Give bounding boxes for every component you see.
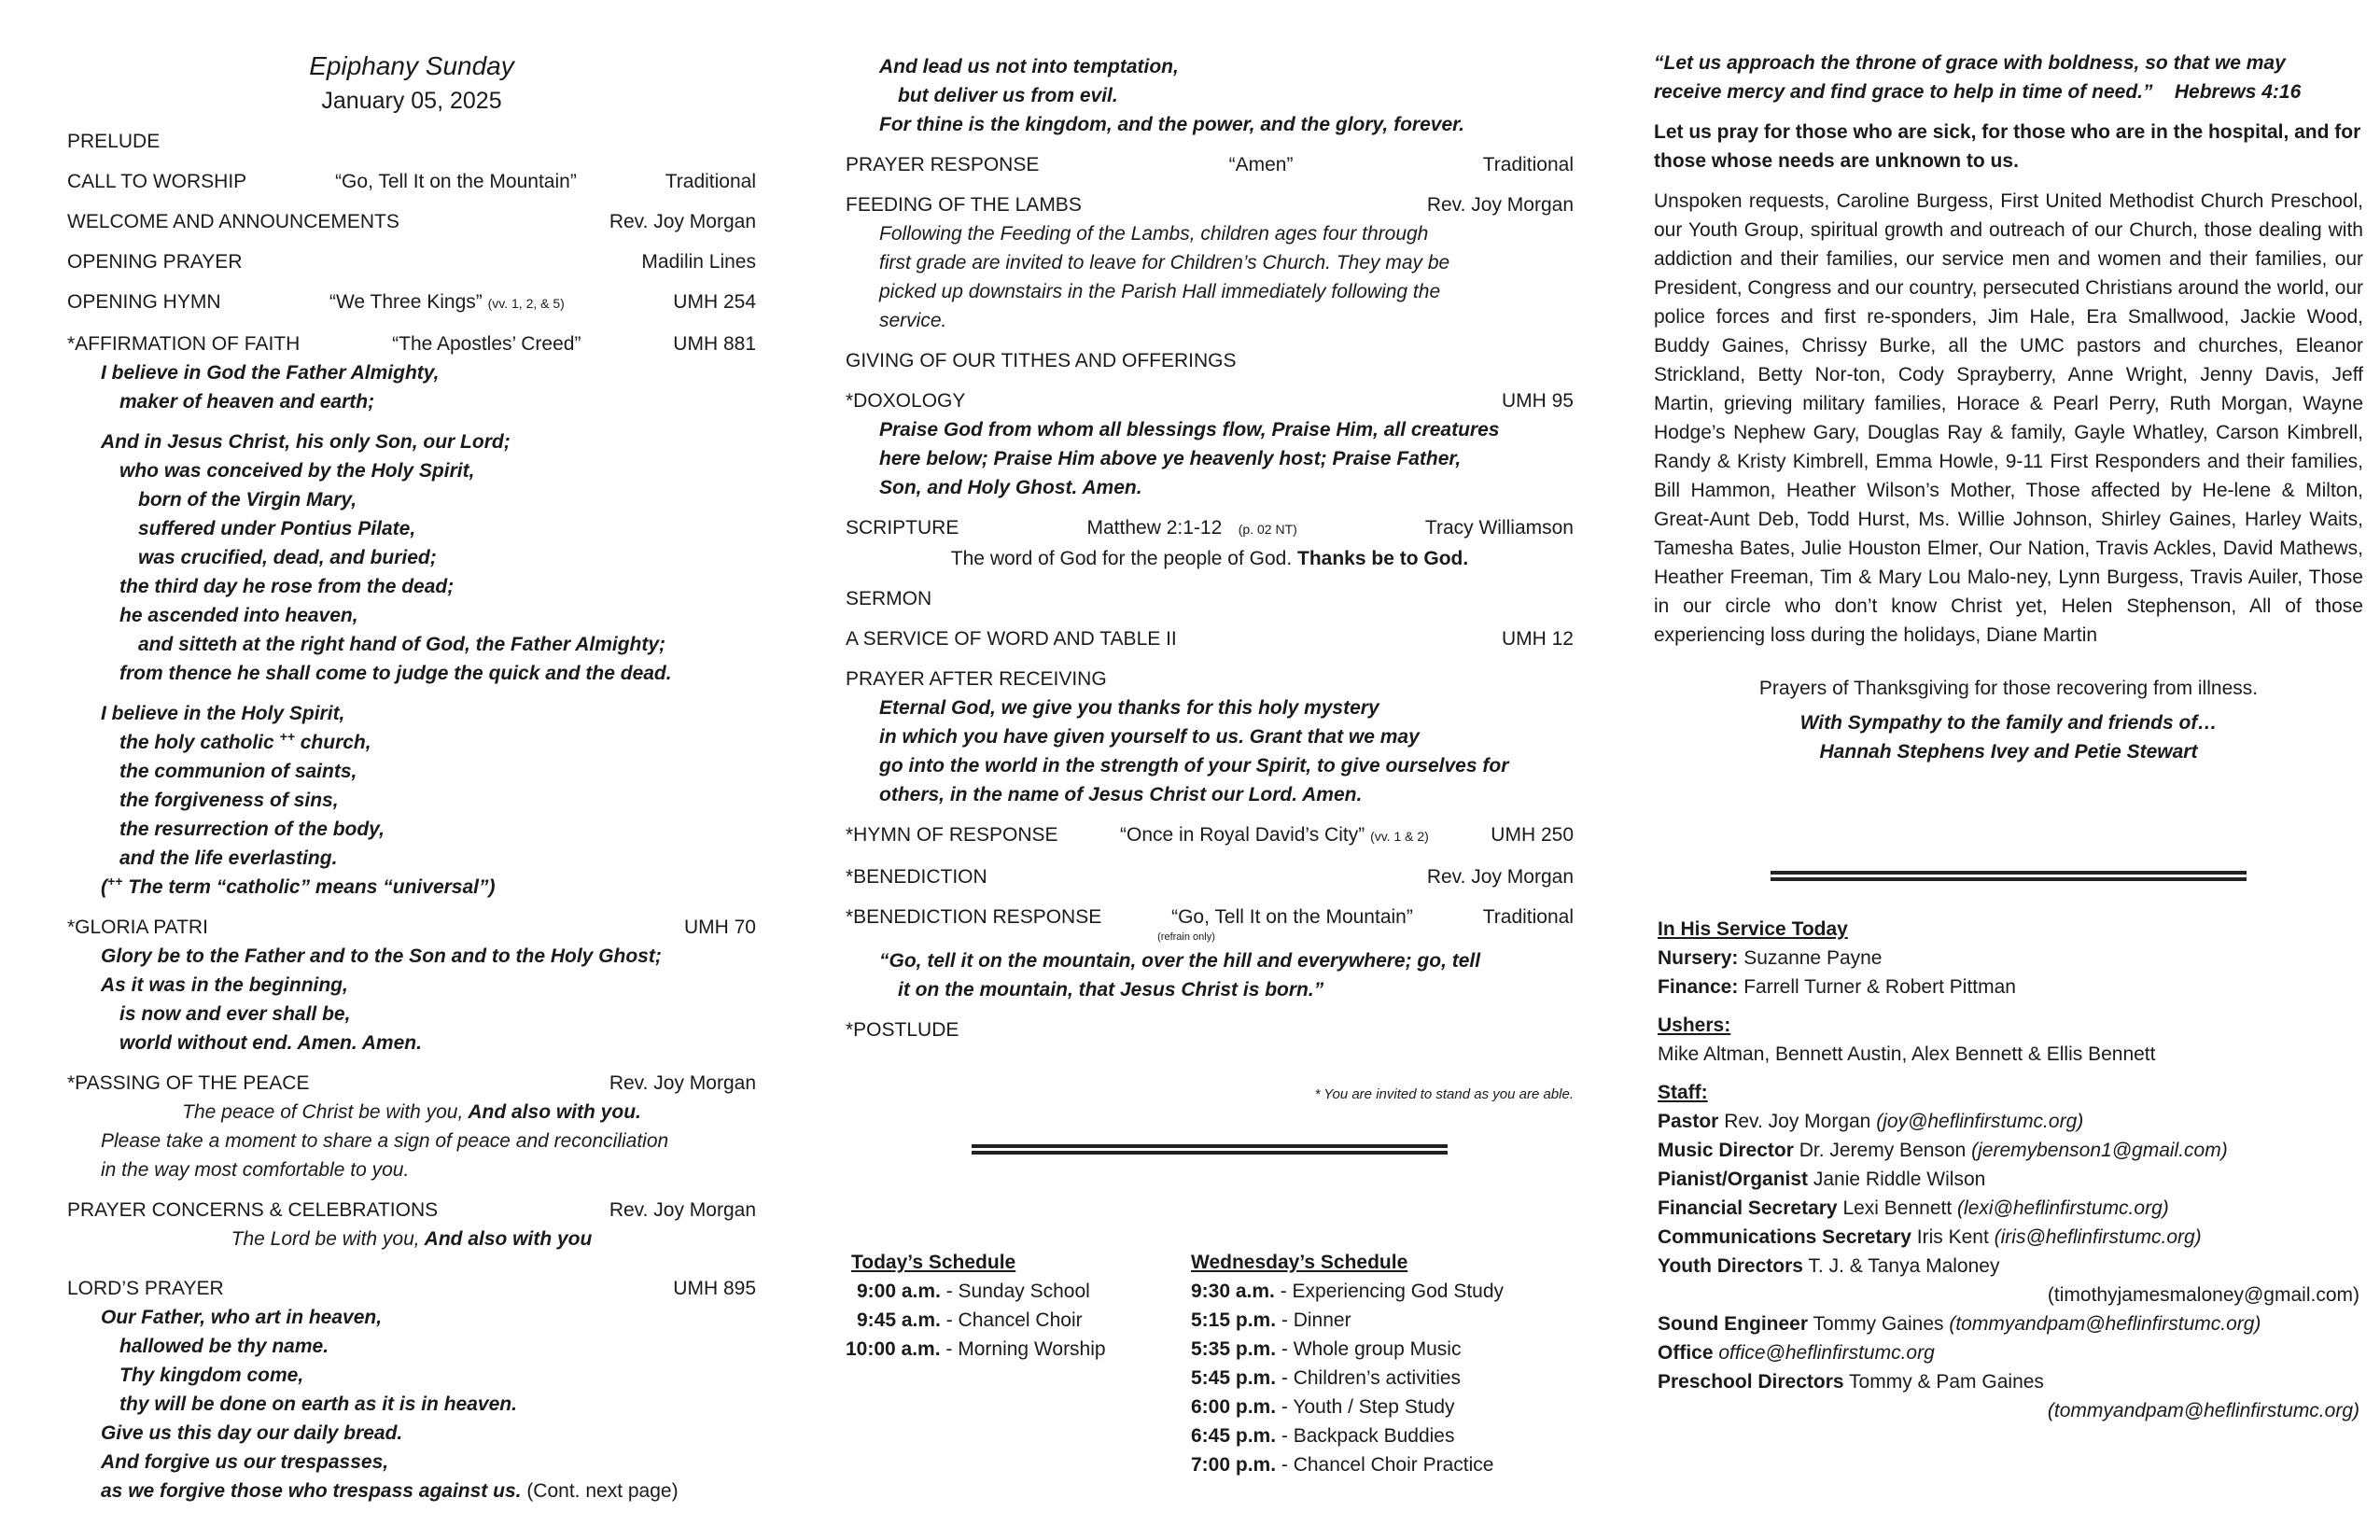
doxology-text: Praise God from whom all blessings flow, Praise Him, all creatures here below; Praise Him above ye heavenly host; Praise Father, Son, and Holy Ghost. Amen.	[879, 419, 1500, 498]
scripture-row: SCRIPTURE Matthew 2:1-12 (p. 02 NT) Tracy Williamson	[846, 517, 1574, 539]
service-title: Epiphany Sunday	[309, 51, 514, 80]
prayer-after-row: PRAYER AFTER RECEIVING	[846, 668, 1107, 690]
welcome-row: WELCOME AND ANNOUNCEMENTS Rev. Joy Morgan	[67, 211, 756, 232]
gloria-patri-text: Glory be to the Father and to the Son and to the Holy Ghost; As it was in the beginning, is now and ever shall be, world without end. Amen. Amen.	[101, 945, 662, 1054]
hymn-response-row: *HYMN OF RESPONSE “Once in Royal David’s City” (vv. 1 & 2) UMH 250	[846, 824, 1574, 846]
postlude-row: *POSTLUDE	[846, 1019, 959, 1041]
order-of-worship-column	[67, 49, 756, 1505]
prayer-concerns-text: The Lord be with you, And also with you	[231, 1228, 593, 1250]
tithes-row: GIVING OF OUR TITHES AND OFFERINGS	[846, 350, 1237, 371]
lords-prayer-row: LORD’S PRAYER UMH 895	[67, 1278, 756, 1299]
divider-rule	[1771, 871, 2247, 881]
passing-peace-row: *PASSING OF THE PEACE Rev. Joy Morgan	[67, 1072, 756, 1094]
word-table-row: A SERVICE OF WORD AND TABLE II UMH 12	[846, 628, 1574, 650]
prayer-concerns-row: PRAYER CONCERNS & CELEBRATIONS Rev. Joy Morgan	[67, 1199, 756, 1221]
catholic-note: (++ The term “catholic” means “universal”)	[101, 874, 496, 898]
prayer-after-text: Eternal God, we give you thanks for this holy mystery in which you have given yourself to us. Grant that we may go into the world in the strength of your Spirit, to give ourselves for others, in the name of Jesus Christ our Lord. Amen.	[879, 697, 1509, 805]
in-his-service: In His Service Today Nursery: Suzanne Payne Finance: Farrell Turner & Robert Pittman Ushers: Mike Altman, Bennett Austin, Alex Bennett & Ellis Bennett Staff: Pastor Rev. Joy Morgan (joy@heflinfirstumc.org) Music Director Dr. Jeremy Benson (jeremybenson1@gmail.com) Pianist/Organist Janie Riddle Wilson Financial Secretary Lexi Bennett (lexi@heflinfirstumc.org) Communications Secretary Iris Kent (iris@heflinfirstumc.org) Youth Directors T. J. & Tanya Maloney (timothyjamesmaloney@gmail.com) Sound Engineer Tommy Gaines (tommyandpam@heflinfirstumc.org) Office office@heflinfirstumc.org Preschool Directors Tommy & Pam Gaines (tommyandpam@heflinfirstumc.org)	[1658, 918, 2359, 1421]
schedules	[846, 1248, 1574, 1479]
prayer-response-row: PRAYER RESPONSE “Amen” Traditional	[846, 154, 1574, 175]
benediction-response-row: *BENEDICTION RESPONSE “Go, Tell It on the Mountain” Traditional	[846, 906, 1574, 928]
gloria-patri-row: *GLORIA PATRI UMH 70	[67, 917, 756, 938]
refrain-note: (refrain only)	[1157, 931, 1215, 943]
opening-prayer-row: OPENING PRAYER Madilin Lines	[67, 251, 756, 273]
lords-prayer-text: Our Father, who art in heaven, hallowed be thy name. Thy kingdom come, thy will be done on earth as it is in heaven. Give us this day our daily bread. And forgive us our trespasses, as we forgive those who trespass against us. (Cont. next page)	[101, 1307, 679, 1502]
worship-continued-column	[846, 49, 1574, 1479]
apostles-creed: I believe in God the Father Almighty, maker of heaven and earth; And in Jesus Christ, his only Son, our Lord; who was conceived by the Holy Spirit, born of the Virgin Mary, suffered under Pontius Pilate, was crucified, dead, and buried; the third day he rose from the dead; he ascended into heaven, and sitteth at the right hand of God, the Father Almighty; from thence he shall come to judge the quick and the dead. I believe in the Holy Spirit, the holy catholic ++ church, the communion of saints, the forgiveness of sins, the resurrection of the body, and the life everlasting. (++ The term “catholic” means “universal”)	[67, 358, 756, 902]
todays-schedule: Today’s Schedule 9:00 a.m. - Sunday School 9:45 a.m. - Chancel Choir 10:00 a.m. - Morning Worship	[846, 1252, 1106, 1360]
opening-hymn-row: OPENING HYMN “We Three Kings” (vv. 1, 2, & 5) UMH 254	[67, 291, 756, 313]
lords-prayer-continued: And lead us not into temptation, but deliver us from evil. For thine is the kingdom, and the power, and the glory, forever.	[879, 56, 1464, 135]
scripture-response: The word of God for the people of God. Thanks be to God.	[950, 548, 1469, 569]
prayer-requests: Unspoken requests, Caroline Burgess, First United Methodist Church Preschool, our Youth Group, spiritual growth and outreach of our Church, those dealing with addiction and their families, our service men and women and their families, our President, Congress and our country, persecuted Christians around the world, our police forces and first re-sponders, Jim Hale, Era Smallwood, Jackie Wood, Buddy Gaines, Chrissy Burke, all the UMC pastors and churches, Eleanor Strickland, Betty Nor-ton, Cody Sprayberry, Anne Wright, Jenny Davis, Jeff Martin, grieving military families, Horace & Pearl Perry, Ruth Morgan, Wayne Hodge’s Nephew Gary, Douglas Ray & family, Gayle Whatley, Carson Kimbrell, Randy & Kristy Kimbrell, Emma Howle, 9-11 First Responders and their families, Bill Hammon, Heather Wilson’s Mother, Those affected by He-lene & Milton, Great-Aunt Deb, Todd Hurst, Ms. Willie Johnson, Shirley Gaines, Harley Waits, Tamesha Bates, Julie Houston Elmer, Our Nation, Travis Ackles, David Mathews, Heather Freeman, Tim & Mary Lou Malo-ney, Lynn Burgess, Travis Auiler, Those in our circle who don’t know Christ yet, Helen Stephenson, All of those experiencing loss during the holidays, Diane Martin	[1654, 190, 2363, 646]
sympathy-line: With Sympathy to the family and friends of…	[1799, 712, 2218, 734]
prayer-and-staff-column	[1654, 49, 2363, 1425]
doxology-row: *DOXOLOGY UMH 95	[846, 390, 1574, 412]
affirmation-row: *AFFIRMATION OF FAITH “The Apostles’ Creed” UMH 881	[67, 333, 756, 355]
service-date: January 05, 2025	[321, 88, 502, 114]
sympathy-names: Hannah Stephens Ivey and Petie Stewart	[1819, 741, 2198, 763]
benediction-response-text: “Go, tell it on the mountain, over the hill and everywhere; go, tell it on the mountain, that Jesus Christ is born.”	[879, 950, 1481, 1001]
call-to-worship-row: CALL TO WORSHIP “Go, Tell It on the Mountain” Traditional	[67, 171, 756, 192]
feeding-lambs-text: Following the Feeding of the Lambs, children ages four through first grade are invited to leave for Children’s Church. They may be picked up downstairs in the Parish Hall immediately following the service.	[879, 223, 1450, 331]
benediction-row: *BENEDICTION Rev. Joy Morgan	[846, 866, 1574, 888]
divider-rule	[972, 1144, 1448, 1155]
prayer-intro: Let us pray for those who are sick, for those who are in the hospital, and for those whose needs are unknown to us.	[1654, 121, 2361, 172]
wednesday-schedule: Wednesday’s Schedule 9:30 a.m. - Experiencing God Study 5:15 p.m. - Dinner 5:35 p.m. - Whole group Music 5:45 p.m. - Children’s activities 6:00 p.m. - Youth / Step Study 6:45 p.m. - Backpack Buddies 7:00 p.m. - Chancel Choir Practice	[1191, 1252, 1505, 1476]
feeding-lambs-row: FEEDING OF THE LAMBS Rev. Joy Morgan	[846, 194, 1574, 216]
scripture-quote: “Let us approach the throne of grace with boldness, so that we may receive mercy and find grace to help in time of need.” Hebrews 4:16	[1654, 52, 2302, 103]
passing-peace-text: The peace of Christ be with you, And also with you. Please take a moment to share a sign of peace and reconciliation in the way most comfortable to you.	[101, 1101, 669, 1181]
prelude-row: PRELUDE	[67, 131, 161, 152]
stand-note: * You are invited to stand as you are able.	[1314, 1086, 1574, 1102]
thanksgiving-line: Prayers of Thanksgiving for those recovering from illness.	[1758, 678, 2259, 699]
sermon-row: SERMON	[846, 588, 932, 609]
